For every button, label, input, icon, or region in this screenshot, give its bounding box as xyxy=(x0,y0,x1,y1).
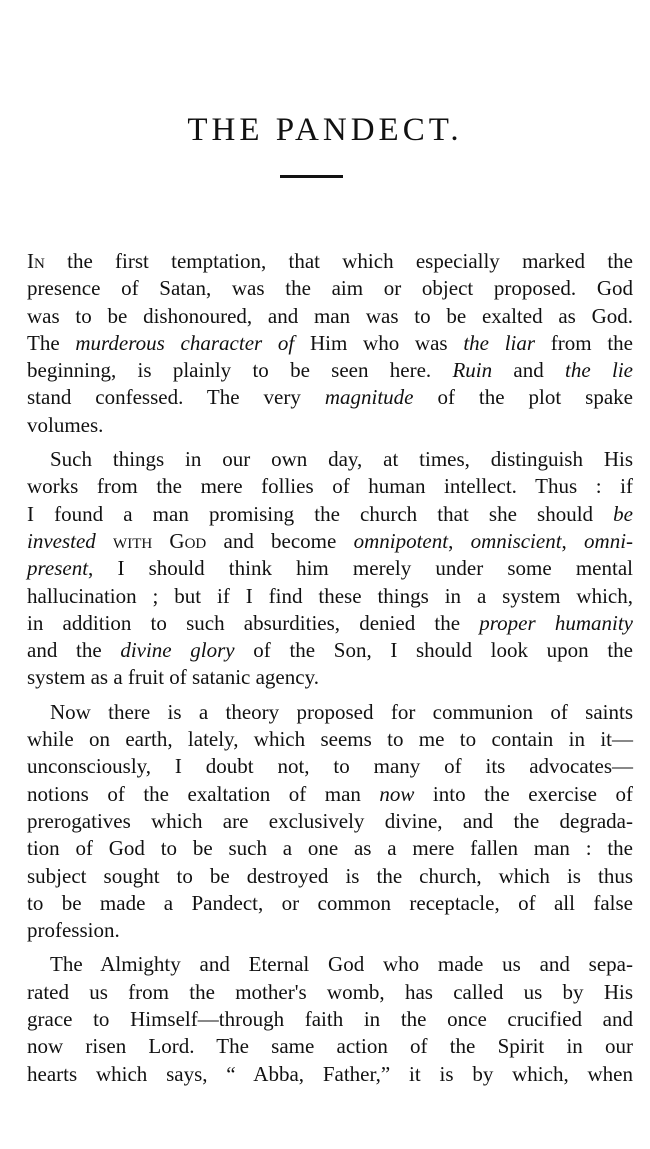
text-segment: rated us from the mother's womb, has called us by His xyxy=(27,979,633,1004)
text-segment: from the xyxy=(535,330,633,355)
italic-text: proper humanity xyxy=(479,610,633,635)
text-line xyxy=(27,664,633,691)
text-segment: subject sought to be destroyed is the church, which is thus xyxy=(27,863,633,888)
italic-text: now xyxy=(379,781,415,806)
text-segment: The xyxy=(27,330,76,355)
paragraph xyxy=(27,951,633,1087)
italic-text: murderous character of xyxy=(75,330,295,355)
text-segment: hearts which says, “ Abba, Father,” it is by which, when xyxy=(27,1061,633,1086)
text-line xyxy=(27,275,633,302)
text-segment: to be made a Pandect, or common receptacle, of all false xyxy=(27,890,633,915)
text-line xyxy=(27,1033,633,1060)
paragraph xyxy=(27,446,633,692)
text-line xyxy=(27,808,633,835)
text-segment: stand confessed. The very xyxy=(27,385,325,410)
italic-text: omni- xyxy=(584,528,634,553)
italic-text: present xyxy=(27,556,89,581)
page-body xyxy=(27,248,633,1095)
text-line xyxy=(27,1061,633,1088)
italic-text: the lie xyxy=(565,358,633,383)
text-line xyxy=(27,753,633,780)
text-line xyxy=(27,330,633,357)
text-line xyxy=(27,473,633,500)
text-segment: profession. xyxy=(27,918,120,943)
text-segment: Him who was xyxy=(294,330,464,355)
text-segment xyxy=(96,529,113,553)
italic-text: omniscient xyxy=(470,528,562,553)
text-segment: , xyxy=(561,528,585,553)
text-segment: in addition to such absurdities, denied the xyxy=(27,610,480,635)
text-line xyxy=(27,357,633,384)
text-line xyxy=(27,583,633,610)
small-caps-text: with God xyxy=(113,528,207,553)
text-segment: notions of the exaltation of man xyxy=(27,781,380,806)
text-line xyxy=(27,917,633,944)
text-line xyxy=(27,412,633,439)
italic-text: be xyxy=(613,501,633,526)
italic-text: the liar xyxy=(463,330,536,355)
text-line xyxy=(27,446,633,473)
text-segment: Such things in our own day, at times, distinguish His xyxy=(50,447,633,472)
italic-text: Ruin xyxy=(452,358,493,383)
text-segment: beginning, is plainly to be seen here. xyxy=(27,358,453,383)
text-segment: The Almighty and Eternal God who made us and sepa- xyxy=(50,952,633,977)
text-segment: into the exercise of xyxy=(414,781,633,806)
text-segment: and xyxy=(492,358,566,383)
text-line xyxy=(27,501,633,528)
text-segment: volumes. xyxy=(27,412,104,437)
text-segment: grace to Himself—through faith in the once crucified and xyxy=(27,1007,633,1032)
text-segment: I found a man promising the church that she should xyxy=(27,501,614,526)
text-line xyxy=(27,1006,633,1033)
text-segment: system as a fruit of satanic agency. xyxy=(27,665,319,690)
text-line xyxy=(27,610,633,637)
text-line xyxy=(27,699,633,726)
text-segment: and the xyxy=(27,638,121,663)
text-segment: , I should think him merely under some mental xyxy=(88,556,633,581)
paragraph xyxy=(27,248,633,439)
text-segment: prerogatives which are exclusively divine, and the degrada- xyxy=(27,808,633,833)
small-caps-text: In xyxy=(27,249,45,273)
text-line xyxy=(27,979,633,1006)
text-segment: hallucination ; but if I find these things in a system which, xyxy=(27,583,633,608)
text-line xyxy=(27,781,633,808)
italic-text: magnitude xyxy=(324,385,414,410)
italic-text: invested xyxy=(27,528,96,553)
text-line xyxy=(27,951,633,978)
text-line xyxy=(27,637,633,664)
text-segment: of the Son, I should look upon the xyxy=(234,638,633,663)
text-segment: Now there is a theory proposed for communion of saints xyxy=(50,699,633,724)
paragraph xyxy=(27,699,633,945)
text-segment: now risen Lord. The same action of the Spirit in our xyxy=(27,1034,633,1059)
text-segment: tion of God to be such a one as a mere fallen man : the xyxy=(27,836,633,861)
text-line xyxy=(27,384,633,411)
text-segment: while on earth, lately, which seems to me to contain in it— xyxy=(27,727,633,752)
title-divider xyxy=(280,175,343,178)
text-segment: unconsciously, I doubt not, to many of its advocates— xyxy=(27,754,633,779)
text-segment: presence of Satan, was the aim or object proposed. God xyxy=(27,276,633,301)
page-title: THE PANDECT. xyxy=(187,112,463,148)
text-segment: was to be dishonoured, and man was to be exalted as God. xyxy=(27,303,633,328)
text-segment: of the plot spake xyxy=(413,385,633,410)
text-line xyxy=(27,303,633,330)
text-line xyxy=(27,528,633,555)
italic-text: divine glory xyxy=(120,638,235,663)
text-segment: works from the mere follies of human intellect. Thus : if xyxy=(27,474,633,499)
text-line xyxy=(27,555,633,582)
text-segment: the first temptation, that which especially marked the xyxy=(44,249,633,273)
text-line xyxy=(27,835,633,862)
text-line xyxy=(27,863,633,890)
italic-text: omnipotent xyxy=(353,528,449,553)
text-line xyxy=(27,890,633,917)
text-line xyxy=(27,726,633,753)
text-line xyxy=(27,248,633,275)
text-segment: , xyxy=(448,528,471,553)
text-segment: and become xyxy=(206,528,354,553)
